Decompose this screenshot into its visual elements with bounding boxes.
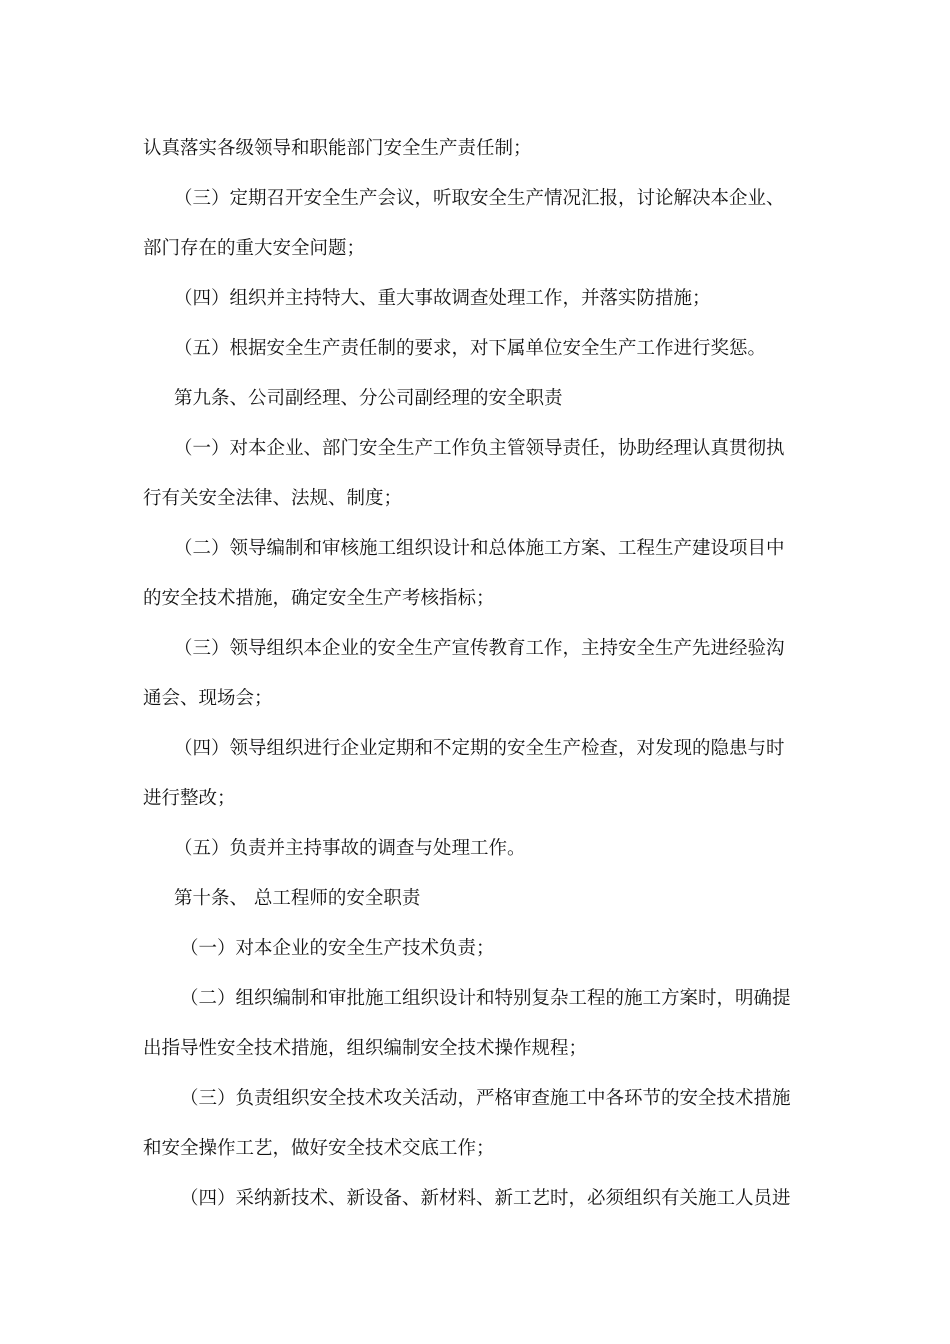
text-line: 出指导性安全技术措施，组织编制安全技术操作规程；: [143, 1038, 588, 1059]
text-line: （二）领导编制和审核施工组织设计和总体施工方案、工程生产建设项目中: [174, 538, 785, 559]
text-line: 通会、现场会；: [143, 688, 273, 709]
section-heading: 第十条、 总工程师的安全职责: [174, 888, 421, 909]
text-line: （一）对本企业、部门安全生产工作负主管领导责任，协助经理认真贯彻执: [174, 438, 785, 459]
text-line: 行有关安全法律、法规、制度；: [143, 488, 403, 509]
text-line: （五）负责并主持事故的调查与处理工作。: [174, 838, 526, 859]
text-line: （二）组织编制和审批施工组织设计和特别复杂工程的施工方案时，明确提: [180, 988, 791, 1009]
text-line: （五）根据安全生产责任制的要求，对下属单位安全生产工作进行奖惩。: [174, 338, 767, 359]
text-line: 部门存在的重大安全问题；: [143, 238, 366, 259]
text-line: 的安全技术措施，确定安全生产考核指标；: [143, 588, 495, 609]
text-line: （三）定期召开安全生产会议，听取安全生产情况汇报，讨论解决本企业、: [174, 188, 785, 209]
text-line: （四）采纳新技术、新设备、新材料、新工艺时，必须组织有关施工人员进: [180, 1188, 791, 1209]
section-heading: 第九条、公司副经理、分公司副经理的安全职责: [174, 388, 563, 409]
text-line: 认真落实各级领导和职能部门安全生产责任制；: [143, 138, 532, 159]
document-body: [143, 133, 823, 1233]
text-line: （一）对本企业的安全生产技术负责；: [180, 938, 495, 959]
text-line: （四）组织并主持特大、重大事故调查处理工作，并落实防措施；: [174, 288, 711, 309]
text-line: （三）领导组织本企业的安全生产宣传教育工作，主持安全生产先进经验沟: [174, 638, 785, 659]
text-line: 和安全操作工艺，做好安全技术交底工作；: [143, 1138, 495, 1159]
text-line: （三）负责组织安全技术攻关活动，严格审查施工中各环节的安全技术措施: [180, 1088, 791, 1109]
text-line: （四）领导组织进行企业定期和不定期的安全生产检查，对发现的隐患与时: [174, 738, 785, 759]
text-line: 进行整改；: [143, 788, 236, 809]
